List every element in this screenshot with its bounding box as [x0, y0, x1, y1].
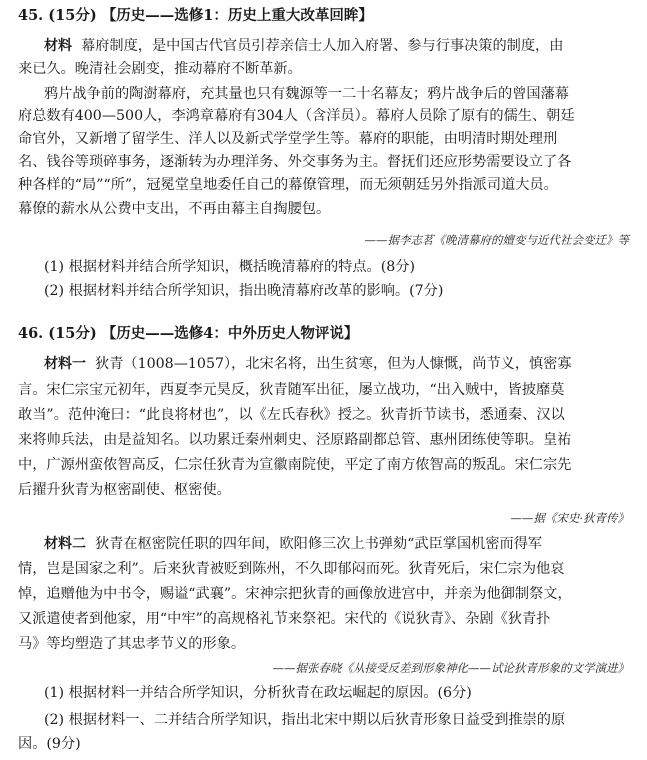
q45-text-line: 来已久。晚清社会剧变，推动幕府不断革新。: [18, 61, 302, 77]
q46-question-2: (2) 根据材料一、二并结合所学知识，指出北宋中期以后狄青形象日益受到推崇的原: [44, 712, 566, 728]
q46-m1-text: 中，广源州蛮侬智高反，仁宗任狄青为宣徽南院使，平定了南方侬智高的叛乱。宋仁宗先: [18, 457, 572, 473]
q46-m1-text: 后擢升狄青为枢密副使、枢密使。: [18, 482, 231, 498]
q46-m2-line: [44, 534, 647, 554]
q46-score: (15分): [48, 325, 97, 342]
q45-material-label: 材料: [44, 38, 72, 54]
q46-m2-source: ——据张春晓《从接受反差到形象神化——试论狄青形象的文学演进》: [272, 661, 629, 675]
q45-text-line: 种各样的“局”“所”，冠冕堂皇地委任自己的幕僚管理，而无须朝廷另外指派司道大员。: [18, 177, 558, 193]
q46-m2-text: 狄青在枢密院任职的四年间，欧阳修三次上书弹劾“武臣掌国机密而得军: [95, 536, 543, 552]
q45-question-2: (2) 根据材料并结合所学知识，指出晚清幕府改革的影响。(7分): [44, 283, 444, 299]
q46-question-1: (1) 根据材料一并结合所学知识，分析狄青在政坛崛起的原因。(6分): [44, 685, 472, 701]
q45-score: (15分): [48, 7, 97, 24]
q46-header: [18, 324, 630, 344]
q45-header: [18, 6, 630, 26]
q46-m2-text: 又派遣使者到他家，用“中牢”的高规格礼节来祭祀。宋代的《说狄青》、杂剧《狄青扑: [18, 611, 551, 627]
q45-text-line: 鸦片战争前的陶澍幕府，充其量也只有魏源等一二十名幕友；鸦片战争后的曾国藩幕: [44, 86, 569, 102]
q45-number: 45.: [18, 7, 44, 24]
q46-m2-text: 情，岂是国家之利”。后来狄青被贬到陈州，不久即郁闷而死。狄青死后，宋仁宗为他哀: [18, 561, 565, 577]
q45-title: 【历史——选修1：历史上重大改革回眸】: [101, 7, 373, 24]
q45-text-line: 命官外，又新增了留学生、洋人以及新式学堂学生等。幕府的职能，由明清时期处理刑: [18, 131, 558, 147]
q45-text-line: 幕僚的薪水从公费中支出，不再由幕主自掏腰包。: [18, 201, 331, 217]
q46-m2-text: 悼，追赠他为中书令，赐谥“武襄”。宋神宗把狄青的画像放进宫中，并亲为他御制祭文，: [18, 586, 572, 602]
q46-m1-text: 狄青（1008—1057），北宋名将，出生贫寒，但为人慷慨，尚节义，慎密寡: [95, 356, 572, 372]
q46-title: 【历史——选修4：中外历史人物评说】: [101, 325, 359, 342]
q46-m2-label: 材料二: [44, 536, 86, 552]
q45-text-line: 名、钱谷等琐碎事务，逐渐转为办理洋务、外交事务为主。督抚们还应形势需要设立了各: [18, 154, 572, 170]
q45-material-line: [44, 36, 647, 56]
q46-m1-source: ——据《宋史·狄青传》: [510, 511, 629, 525]
q45-text-line: 幕府制度，是中国古代官员引荐亲信士人加入府署、参与行事决策的制度，由: [81, 38, 564, 54]
q45-text-line: 府总数有400—500人，李鸿章幕府有304人（含洋员）。幕府人员除了原有的儒生、朝廷: [18, 108, 575, 124]
q45-question-1: (1) 根据材料并结合所学知识，概括晚清幕府的特点。(8分): [44, 259, 416, 275]
q46-m1-line: [44, 354, 647, 374]
q46-number: 46.: [18, 325, 44, 342]
q46-m1-text: 敢当”。范仲淹曰：“此良将材也”，以《左氏春秋》授之。狄青折节读书，悉通秦、汉以: [18, 407, 565, 423]
q46-m1-label: 材料一: [44, 356, 86, 372]
q46-m2-text: 马》等均塑造了其忠孝节义的形象。: [18, 636, 246, 652]
q46-m1-text: 来将帅兵法，由是益知名。以功累迁秦州刺史、泾原路副都总管、惠州团练使等职。皇祐: [18, 432, 572, 448]
q46-question-2-cont: 因。(9分): [18, 736, 81, 752]
q46-m1-text: 言。宋仁宗宝元初年，西夏李元昊反，狄青随军出征，屡立战功，“出入贼中，皆披靡莫: [18, 382, 565, 398]
q45-source: ——据李志茗《晚清幕府的嬗变与近代社会变迁》等: [364, 233, 629, 247]
